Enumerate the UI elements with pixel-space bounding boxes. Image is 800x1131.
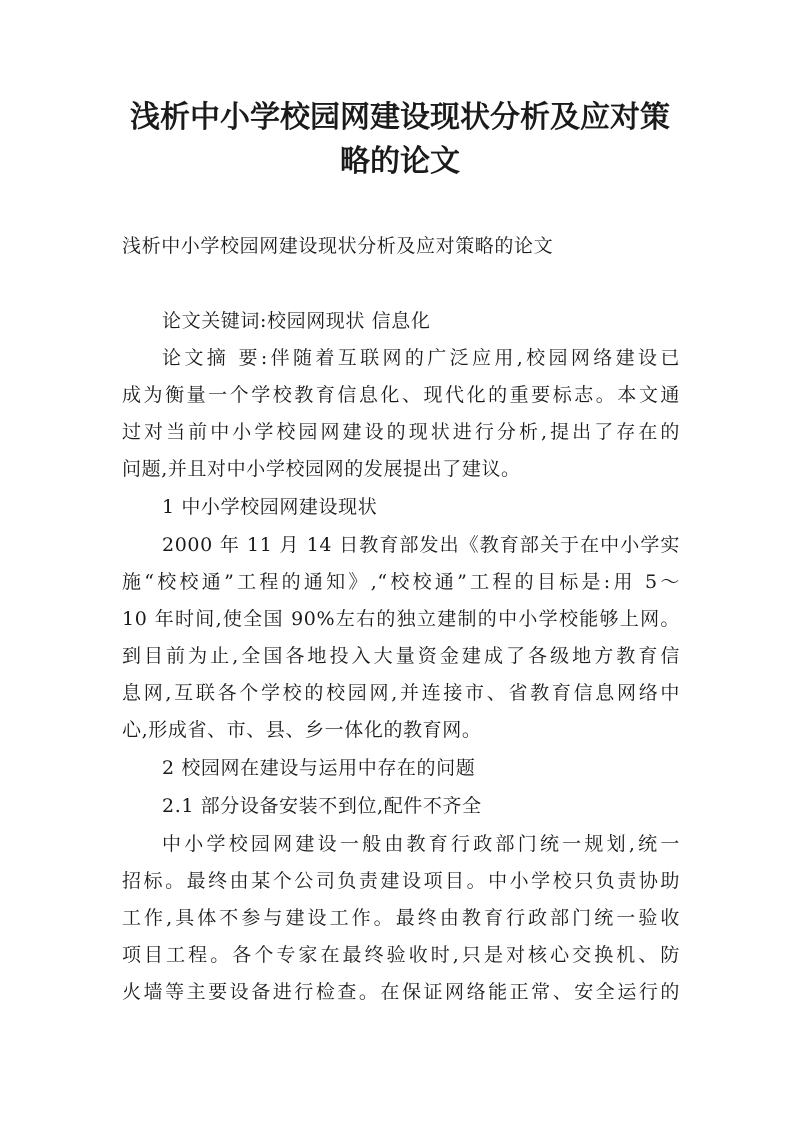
body-line: 10 年时间,使全国 90%左右的独立建制的中小学校能够上网。 <box>122 608 680 630</box>
section-heading-2: 2 校园网在建设与运用中存在的问题 <box>162 757 476 779</box>
abstract-line: 论文摘 要:伴随着互联网的广泛应用,校园网络建设已 <box>162 347 680 369</box>
abstract-line: 过对当前中小学校园网建设的现状进行分析,提出了存在的 <box>122 421 680 443</box>
document-title-line-2: 略的论文 <box>340 144 460 179</box>
document-title-line-1: 浅析中小学校园网建设现状分析及应对策 <box>130 100 670 135</box>
abstract-line: 成为衡量一个学校教育信息化、现代化的重要标志。本文通 <box>122 384 680 406</box>
abstract-line: 问题,并且对中小学校园网的发展提出了建议。 <box>122 458 521 480</box>
body-line: 2000 年 11 月 14 日教育部发出《教育部关于在中小学实 <box>162 534 680 556</box>
body-line: 工作,具体不参与建设工作。最终由教育行政部门统一验收 <box>122 907 680 929</box>
section-heading-1: 1 中小学校园网建设现状 <box>162 496 378 518</box>
section-heading-2-1: 2.1 部分设备安装不到位,配件不齐全 <box>162 795 482 817</box>
body-line: 招标。最终由某个公司负责建设项目。中小学校只负责协助 <box>122 870 680 892</box>
keywords-line: 论文关键词:校园网现状 信息化 <box>162 310 431 332</box>
body-line: 息网,互联各个学校的校园网,并连接市、省教育信息网络中 <box>122 682 680 704</box>
document-subtitle: 浅析中小学校园网建设现状分析及应对策略的论文 <box>122 235 554 257</box>
body-line: 心,形成省、市、县、乡一体化的教育网。 <box>122 719 482 741</box>
body-line: 项目工程。各个专家在最终验收时,只是对核心交换机、防 <box>122 944 680 966</box>
body-line: 中小学校园网建设一般由教育行政部门统一规划,统一 <box>162 833 680 855</box>
body-line: 火墙等主要设备进行检查。在保证网络能正常、安全运行的 <box>122 981 680 1003</box>
body-line: 施“校校通”工程的通知》,“校校通”工程的目标是:用 5～ <box>122 571 680 593</box>
body-line: 到目前为止,全国各地投入大量资金建成了各级地方教育信 <box>122 645 680 667</box>
